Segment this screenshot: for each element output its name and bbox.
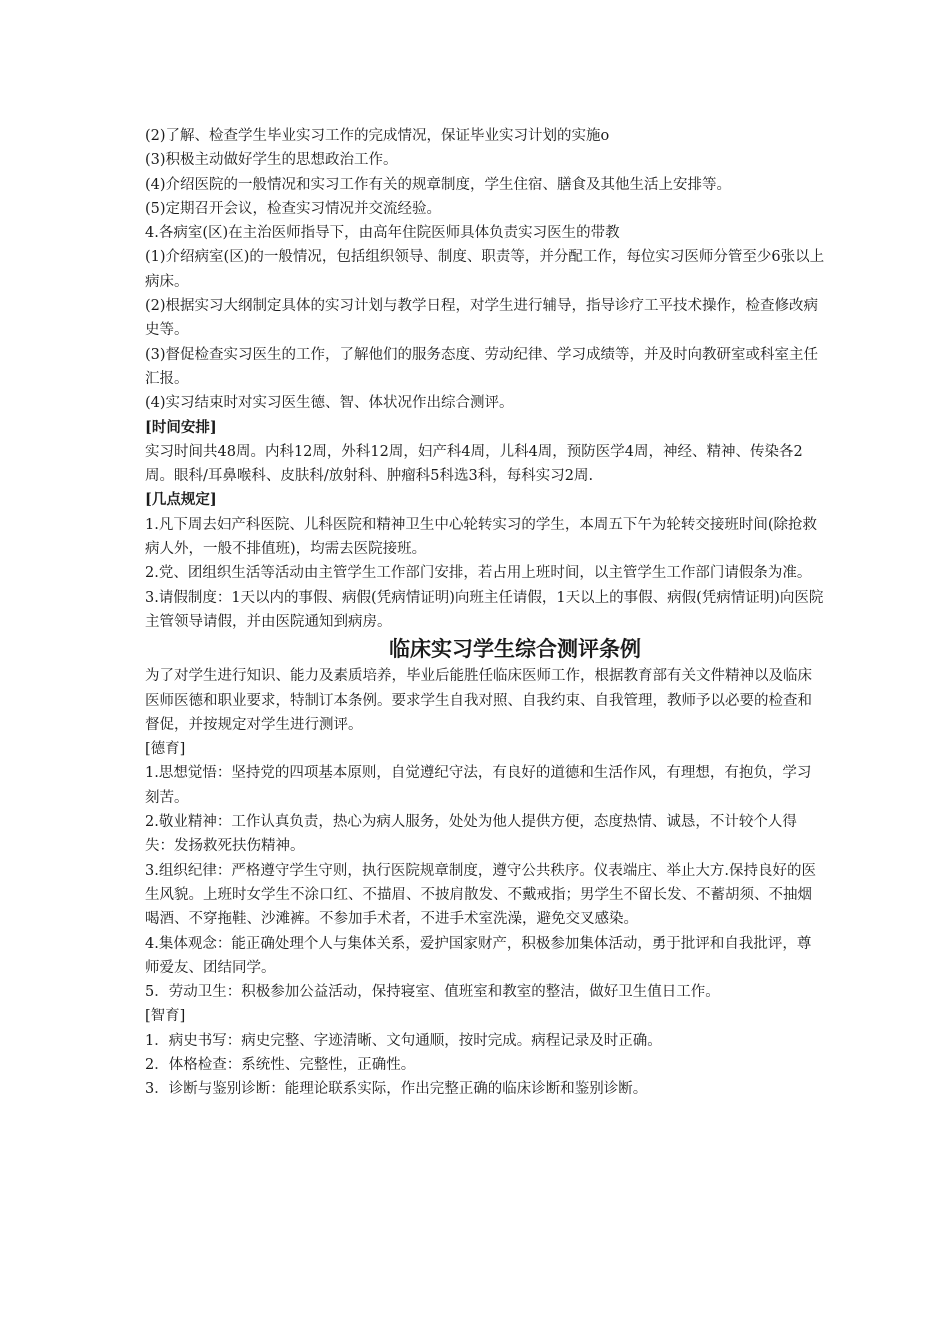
moral-item: 5．劳动卫生：积极参加公益活动，保持寝室、值班室和教室的整洁，做好卫生值日工作。 [145, 984, 720, 1001]
moral-item: 4.集体观念：能正确处理个人与集体关系，爱护国家财产，积极参加集体活动，勇于批评和自我批评，尊师爱友、团结同学。 [145, 935, 812, 976]
paragraph: (3)积极主动做好学生的思想政治工作。 [145, 152, 398, 169]
time-arrangement-heading: [时间安排] [145, 418, 217, 436]
paragraph: 4.各病室(区)在主治医师指导下，由高年住院医师具体负责实习医生的带教 [145, 225, 620, 242]
moral-education-heading: [德育] [145, 741, 186, 758]
paragraph: (4)介绍医院的一般情况和实习工作有关的规章制度，学生住宿、膳食及其他生活上安排等。 [145, 176, 732, 193]
intellect-item: 1．病史书写：病史完整、字迹清晰、文句通顺，按时完成。病程记录及时正确。 [145, 1032, 662, 1049]
moral-item: 2.敬业精神：工作认真负责，热心为病人服务，处处为他人提供方便，态度热情、诚恳，不计较个人得失：发扬救死扶伤精神。 [145, 814, 797, 855]
rules-heading: [几点规定] [145, 491, 217, 509]
intellectual-education-heading: [智育] [145, 1008, 186, 1025]
document-page [145, 124, 825, 1102]
moral-item: 3.组织纪律：严格遵守学生守则，执行医院规章制度，遵守公共秩序。仪表端庄、举止大方.保持良好的医生风貌。上班时女学生不涂口红、不描眉、不披肩散发、不戴戒指；男学生不留长发、不蓄胡须、不抽烟喝酒、不穿拖鞋、沙滩裤。不参加手术者，不进手术室洗澡，避免交叉感染。 [145, 862, 816, 928]
rule-item: 1.凡下周去妇产科医院、儿科医院和精神卫生中心轮转实习的学生，本周五下午为轮转交接班时间(除抢救病人外，一般不排值班)，均需去医院接班。 [145, 516, 817, 558]
paragraph: (3)督促检查实习医生的工作，了解他们的服务态度、劳动纪律、学习成绩等，并及时向教研室或科室主任汇报。 [145, 346, 819, 387]
rule-item: 3.请假制度：1天以内的事假、病假(凭病情证明)向班主任请假，1天以上的事假、病假(凭病情证明)向医院主管领导请假，并由医院通知到病房。 [145, 589, 824, 630]
intellect-item: 3．诊断与鉴别诊断：能理论联系实际，作出完整正确的临床诊断和鉴别诊断。 [145, 1081, 648, 1098]
paragraph: (5)定期召开会议，检查实习情况并交流经验。 [145, 200, 442, 217]
paragraph: (4)实习结束时对实习医生德、智、体状况作出综合测评。 [145, 395, 514, 412]
document-title: 临床实习学生综合测评条例 [389, 637, 641, 662]
intellect-item: 2．体格检查：系统性、完整性，正确性。 [145, 1056, 416, 1073]
moral-item: 1.思想觉悟：坚持党的四项基本原则，自觉遵纪守法，有良好的道德和生活作风，有理想，有抱负，学习刻苦。 [145, 765, 812, 806]
paragraph: (2)根据实习大纲制定具体的实习计划与教学日程，对学生进行辅导，指导诊疗工平技术操作，检查修改病史等。 [145, 298, 819, 339]
time-arrangement-text: 实习时间共48周。内科12周，外科12周，妇产科4周，儿科4周，预防医学4周，神经、精神、传染各2周。眼科/耳鼻喉科、皮肤科/放射科、肿瘤科5科选3科，每科实习2周. [145, 443, 803, 485]
rule-item: 2.党、团组织生活等活动由主管学生工作部门安排，若占用上班时间，以主管学生工作部门请假条为准。 [145, 565, 812, 582]
paragraph: (1)介绍病室(区)的一般情况，包括组织领导、制度、职责等，并分配工作，每位实习医师分管至少6张以上病床。 [145, 249, 825, 290]
paragraph: (2)了解、检查学生毕业实习工作的完成情况，保证毕业实习计划的实施o [145, 128, 610, 144]
intro-paragraph: 为了对学生进行知识、能力及素质培养，毕业后能胜任临床医师工作，根据教育部有关文件精神以及临床医师医德和职业要求，特制订本条例。要求学生自我对照、自我约束、自我管理，教师予以必要的检查和督促，并按规定对学生进行测评。 [145, 668, 812, 733]
